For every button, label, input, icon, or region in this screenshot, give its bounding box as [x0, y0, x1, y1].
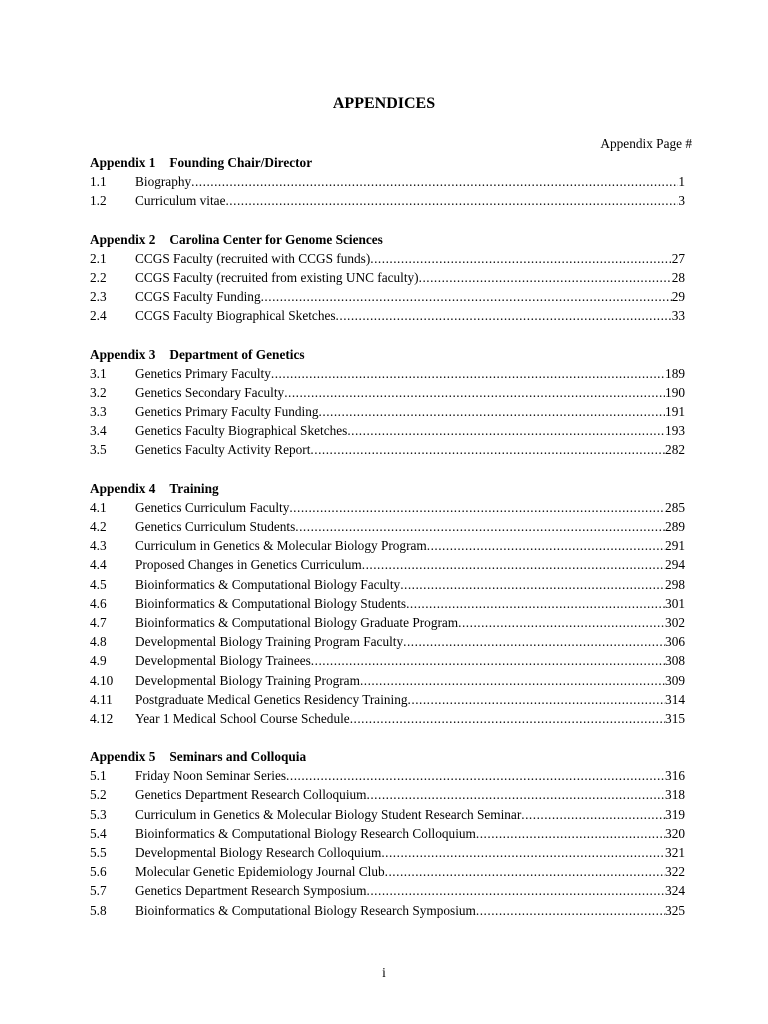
toc-entry	[90, 383, 685, 402]
entry-page: 191	[665, 404, 685, 420]
appendix-heading	[90, 345, 685, 364]
appendix-heading	[90, 230, 685, 249]
entry-label: Genetics Primary Faculty	[135, 365, 271, 381]
entry-label: CCGS Faculty (recruited with CCGS funds)	[135, 250, 371, 266]
entry-number: 2.2	[90, 269, 107, 285]
entry-page: 315	[665, 710, 685, 726]
toc-entry	[90, 690, 685, 709]
appendix-title: Department of Genetics	[169, 346, 305, 362]
page-column-label: Appendix Page #	[600, 136, 692, 151]
entry-page: 325	[665, 902, 685, 918]
toc-entry	[90, 843, 685, 862]
entry-label: Genetics Primary Faculty Funding	[135, 404, 319, 420]
entry-page: 298	[665, 576, 685, 592]
entry-label: Bioinformatics & Computational Biology Research Colloquium	[135, 825, 476, 841]
dot-leader	[385, 862, 665, 881]
entry-number: 4.11	[90, 691, 113, 707]
toc-entry	[90, 766, 685, 785]
dot-leader	[367, 785, 666, 804]
toc-entry	[90, 709, 685, 728]
entry-number: 5.5	[90, 845, 107, 860]
toc-entry	[90, 785, 685, 804]
dot-leader	[261, 287, 672, 306]
toc-entry	[90, 555, 685, 574]
appendix-heading	[90, 153, 685, 172]
toc-entry	[90, 613, 685, 632]
entry-number: 4.4	[90, 557, 107, 573]
entry-label: Genetics Faculty Biographical Sketches	[135, 423, 348, 439]
entry-label: Friday Noon Seminar Series	[135, 768, 287, 784]
appendix-section	[90, 345, 685, 460]
toc-entry	[90, 901, 685, 920]
toc-entry	[90, 421, 685, 440]
toc-entry	[90, 881, 685, 900]
appendix-title: Carolina Center for Genome Sciences	[169, 231, 383, 247]
entry-label: Genetics Department Research Colloquium	[135, 787, 367, 803]
dot-leader	[408, 690, 666, 709]
dot-leader	[311, 651, 665, 670]
entry-label: Bioinformatics & Computational Biology Faculty	[135, 576, 401, 592]
appendix-list	[90, 153, 685, 939]
entry-number: 1.1	[90, 174, 107, 190]
entry-number: 3.3	[90, 404, 107, 420]
entry-page: 193	[665, 423, 685, 439]
entry-label: Curriculum in Genetics & Molecular Biology Student Research Seminar	[135, 806, 522, 822]
entry-label: Genetics Curriculum Students	[135, 519, 296, 534]
entry-number: 5.1	[90, 768, 107, 784]
toc-entry	[90, 671, 685, 690]
appendix-title: Founding Chair/Director	[169, 155, 313, 170]
entry-number: 4.8	[90, 634, 107, 650]
entry-page: 322	[665, 864, 685, 880]
toc-entry	[90, 632, 685, 651]
dot-leader	[360, 671, 665, 690]
dot-leader	[225, 191, 678, 210]
entry-label: CCGS Faculty Biographical Sketches	[135, 308, 336, 324]
entry-page: 309	[665, 672, 685, 688]
dot-leader	[406, 594, 665, 613]
entry-number: 5.7	[90, 883, 107, 899]
toc-entry	[90, 249, 685, 268]
entry-page: 320	[665, 825, 685, 841]
appendix-section	[90, 479, 685, 728]
dot-leader	[284, 383, 665, 402]
entry-page: 301	[665, 595, 685, 611]
entry-page: 306	[665, 634, 685, 650]
entry-label: Biography	[135, 174, 192, 190]
toc-entry	[90, 575, 685, 594]
entry-number: 5.3	[90, 806, 107, 822]
dot-leader	[310, 440, 665, 459]
entry-page: 321	[665, 845, 685, 860]
toc-entry	[90, 498, 685, 517]
appendix-label: Appendix 3	[90, 346, 156, 362]
toc-entry	[90, 517, 685, 536]
toc-entry	[90, 364, 685, 383]
entry-label: Developmental Biology Research Colloquium	[135, 845, 382, 860]
entry-page: 308	[665, 653, 685, 669]
entry-label: Bioinformatics & Computational Biology Research Symposium	[135, 902, 476, 918]
entry-label: CCGS Faculty Funding	[135, 289, 261, 305]
entry-page: 282	[665, 442, 685, 458]
dot-leader	[458, 613, 665, 632]
dot-leader	[370, 249, 671, 268]
entry-page: 27	[671, 250, 685, 266]
appendix-label: Appendix 1	[90, 155, 156, 170]
entry-page: 316	[665, 768, 685, 784]
toc-entry	[90, 594, 685, 613]
appendix-label: Appendix 2	[90, 231, 156, 247]
dot-leader	[350, 709, 665, 728]
entry-number: 4.9	[90, 653, 107, 669]
entry-page: 190	[665, 384, 685, 400]
appendix-heading	[90, 747, 685, 766]
appendix-title: Training	[169, 480, 219, 496]
entry-label: Genetics Curriculum Faculty	[135, 499, 290, 515]
dot-leader	[362, 555, 665, 574]
entry-page: 28	[671, 269, 685, 285]
entry-page: 3	[678, 193, 685, 209]
dot-leader	[295, 517, 665, 536]
entry-number: 2.4	[90, 308, 107, 324]
entry-page: 294	[665, 557, 685, 573]
entry-label: Developmental Biology Training Program	[135, 672, 360, 688]
entry-number: 4.3	[90, 538, 107, 554]
page-number-footer: i	[382, 965, 386, 980]
dot-leader	[319, 402, 666, 421]
entry-number: 4.1	[90, 499, 107, 515]
entry-label: Molecular Genetic Epidemiology Journal Club	[135, 864, 385, 880]
toc-entry	[90, 440, 685, 459]
appendix-section	[90, 747, 685, 920]
entry-page: 29	[671, 289, 685, 305]
entry-number: 2.3	[90, 289, 107, 305]
entry-page: 319	[665, 806, 685, 822]
dot-leader	[521, 805, 665, 824]
dot-leader	[336, 306, 672, 325]
dot-leader	[403, 632, 665, 651]
appendix-section	[90, 230, 685, 326]
entry-label: Genetics Department Research Symposium	[135, 883, 367, 899]
appendix-heading	[90, 479, 685, 498]
toc-entry	[90, 805, 685, 824]
entry-number: 3.1	[90, 365, 107, 381]
dot-leader	[400, 575, 665, 594]
toc-entry	[90, 824, 685, 843]
dot-leader	[419, 268, 672, 287]
appendix-label: Appendix 4	[90, 480, 156, 496]
entry-label: Bioinformatics & Computational Biology Students	[135, 595, 407, 611]
entry-number: 3.5	[90, 442, 107, 458]
entry-label: Curriculum in Genetics & Molecular Biology Program	[135, 538, 427, 554]
appendix-label: Appendix 5	[90, 749, 156, 765]
entry-page: 285	[665, 499, 685, 515]
entry-label: Postgraduate Medical Genetics Residency Training	[135, 691, 408, 707]
entry-page: 1	[678, 174, 685, 190]
entry-page: 314	[665, 691, 685, 707]
entry-page: 33	[671, 308, 685, 324]
entry-number: 5.8	[90, 902, 107, 918]
toc-entry	[90, 287, 685, 306]
entry-number: 5.6	[90, 864, 107, 880]
entry-label: Developmental Biology Training Program Faculty	[135, 634, 404, 650]
entry-label: CCGS Faculty (recruited from existing UNC faculty)	[135, 269, 419, 285]
entry-number: 5.2	[90, 787, 107, 803]
entry-number: 3.2	[90, 384, 107, 400]
entry-number: 4.5	[90, 576, 107, 592]
entry-number: 3.4	[90, 423, 107, 439]
toc-entry	[90, 651, 685, 670]
entry-number: 4.12	[90, 710, 114, 726]
entry-label: Genetics Faculty Activity Report	[135, 442, 311, 458]
toc-entry	[90, 268, 685, 287]
entry-page: 318	[665, 787, 685, 803]
entry-label: Curriculum vitae	[135, 193, 226, 209]
entry-page: 189	[665, 365, 685, 381]
entry-number: 4.7	[90, 614, 107, 630]
dot-leader	[381, 843, 665, 862]
dot-leader	[289, 498, 665, 517]
dot-leader	[347, 421, 665, 440]
toc-entry	[90, 862, 685, 881]
dot-leader	[191, 172, 678, 191]
entry-number: 2.1	[90, 250, 107, 266]
entry-label: Developmental Biology Trainees	[135, 653, 311, 669]
appendix-title: Seminars and Colloquia	[169, 749, 307, 765]
entry-label: Genetics Secondary Faculty	[135, 384, 285, 400]
entry-page: 289	[665, 519, 685, 534]
dot-leader	[271, 364, 665, 383]
dot-leader	[367, 881, 666, 900]
toc-entry	[90, 402, 685, 421]
entry-number: 4.10	[90, 672, 114, 688]
entry-label: Bioinformatics & Computational Biology Graduate Program	[135, 614, 459, 630]
toc-entry	[90, 306, 685, 325]
toc-entry	[90, 172, 685, 191]
entry-page: 302	[665, 614, 685, 630]
entry-number: 4.6	[90, 595, 107, 611]
entry-label: Proposed Changes in Genetics Curriculum	[135, 557, 362, 573]
entry-number: 1.2	[90, 193, 107, 209]
dot-leader	[286, 766, 665, 785]
entry-label: Year 1 Medical School Course Schedule	[135, 710, 350, 726]
dot-leader	[476, 901, 665, 920]
entry-number: 4.2	[90, 519, 107, 534]
dot-leader	[427, 536, 665, 555]
page-title: APPENDICES	[332, 95, 436, 112]
entry-page: 324	[665, 883, 685, 899]
entry-page: 291	[665, 538, 685, 554]
toc-entry	[90, 191, 685, 210]
entry-number: 5.4	[90, 825, 107, 841]
appendix-section	[90, 153, 685, 211]
toc-entry	[90, 536, 685, 555]
dot-leader	[476, 824, 665, 843]
